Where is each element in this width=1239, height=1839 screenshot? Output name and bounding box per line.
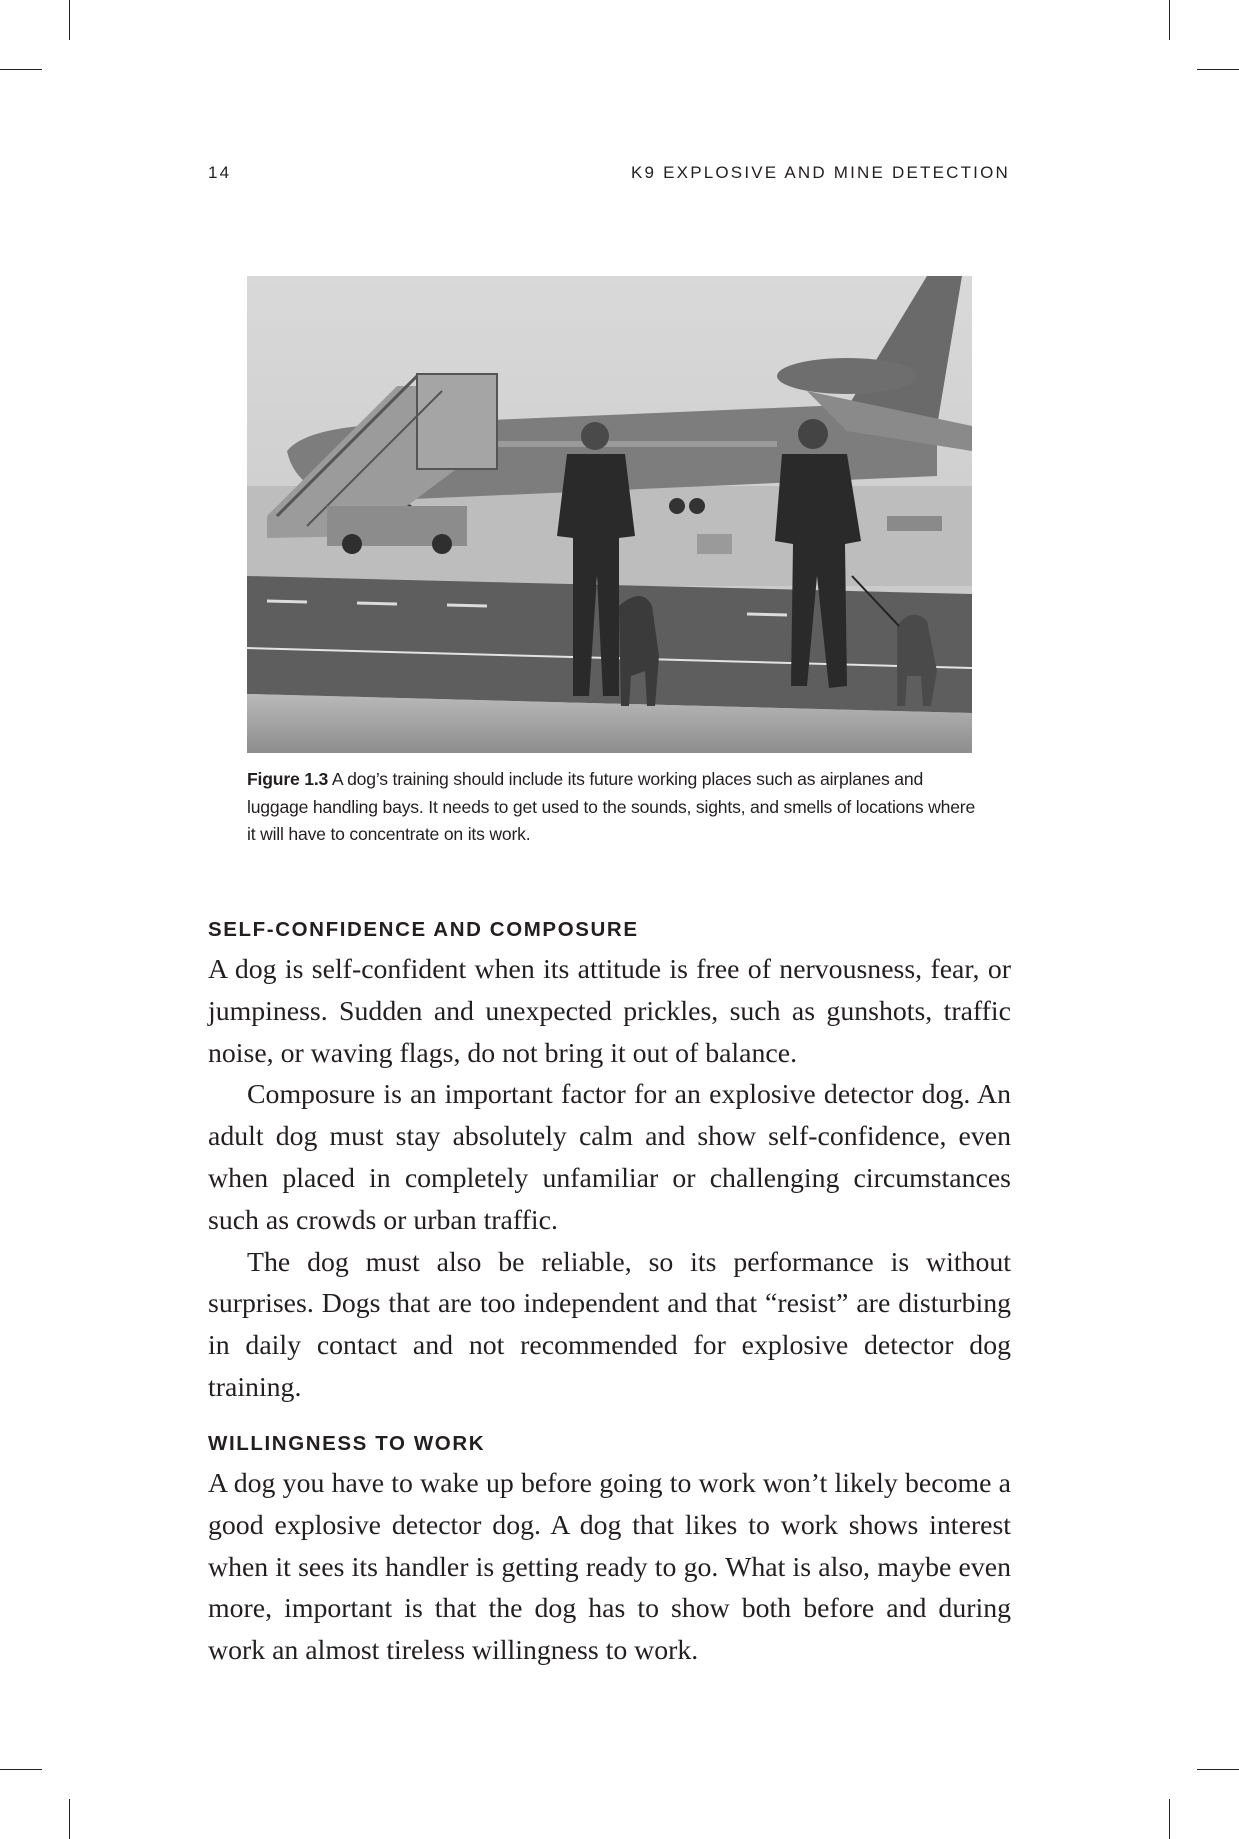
figure-label: Figure 1.3	[247, 769, 329, 789]
running-head-title: K9 EXPLOSIVE AND MINE DETECTION	[631, 163, 1010, 182]
crop-mark	[69, 1799, 70, 1839]
figure-photo	[247, 276, 972, 753]
crop-mark	[0, 1769, 42, 1770]
crop-mark	[1197, 1769, 1239, 1770]
section-heading: WILLINGNESS TO WORK	[208, 1432, 486, 1455]
running-head	[208, 163, 1010, 185]
section-body	[208, 1463, 1011, 1672]
crop-mark	[1169, 1799, 1170, 1839]
figure-caption-text: A dog’s training should include its future working places such as airplanes and luggage handling bays. It needs to get used to the sounds, sights, and smells of locations where it will have to concentrate on its work.	[247, 769, 976, 844]
crop-mark	[0, 69, 42, 70]
paragraph: The dog must also be reliable, so its performance is without surprises. Dogs that are too independent and that “resist” are disturbing in daily contact and not recommended for explosive detector dog training.	[208, 1246, 1011, 1403]
section-heading: SELF-CONFIDENCE AND COMPOSURE	[208, 918, 639, 941]
page-number: 14	[208, 163, 232, 182]
figure-caption	[247, 766, 987, 849]
crop-mark	[1197, 69, 1239, 70]
crop-mark	[1169, 0, 1170, 40]
paragraph: A dog you have to wake up before going to work won’t likely become a good explosive detector dog. A dog that likes to work shows interest when it sees its handler is getting ready to go. What is also, maybe even more, important is that the dog has to show both before and during work an almost tireless willingness to work.	[208, 1468, 1011, 1667]
section-body	[208, 949, 1011, 1409]
paragraph: A dog is self-confident when its attitude is free of nervousness, fear, or jumpiness. Sudden and unexpected prickles, such as gunshots, traffic noise, or waving flags, do not bring it out of balance.	[208, 954, 1011, 1069]
crop-mark	[69, 0, 70, 40]
paragraph: Composure is an important factor for an explosive detector dog. An adult dog must stay absolutely calm and show self-confidence, even when placed in completely unfamiliar or challenging circumstances such as crowds or urban traffic.	[208, 1079, 1011, 1236]
